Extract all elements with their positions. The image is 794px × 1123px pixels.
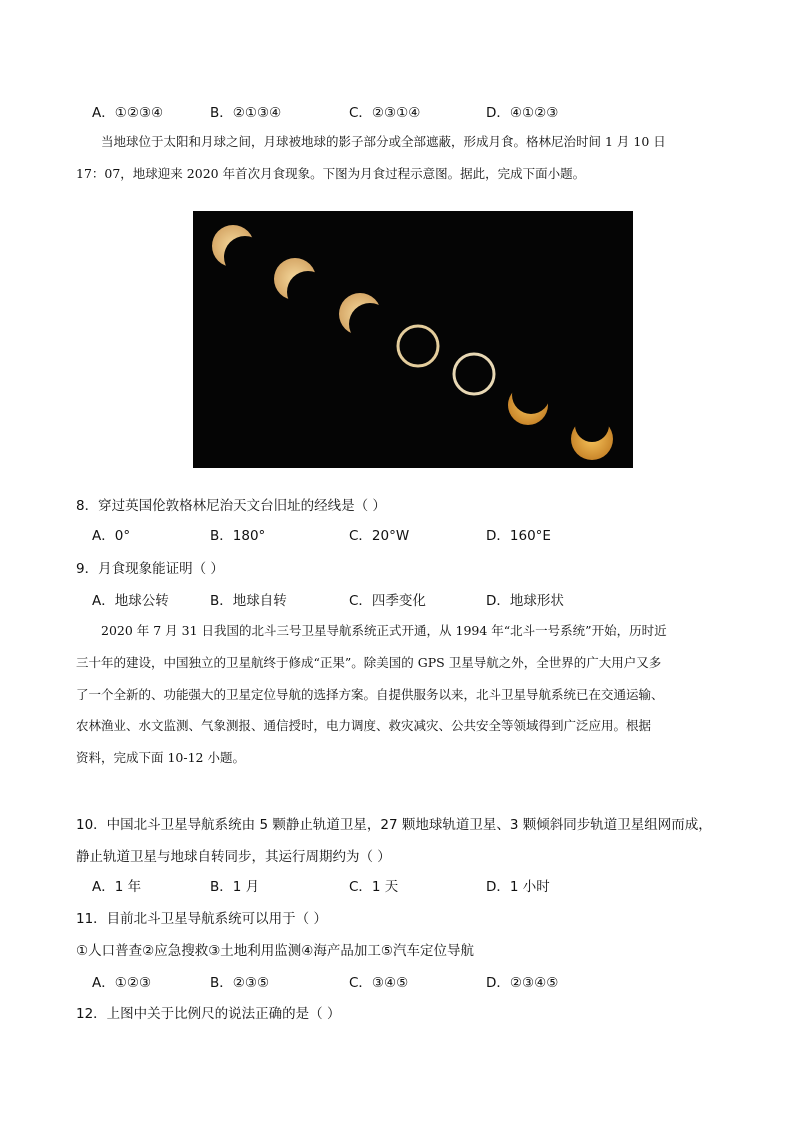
q10-option-d: D．1 小时 bbox=[486, 879, 550, 895]
lunar-eclipse-photo bbox=[193, 211, 633, 468]
question-11-stem: 11．目前北斗卫星导航系统可以用于（ ） bbox=[76, 911, 327, 927]
passage2-line1: 2020 年 7 月 31 日我国的北斗三号卫星导航系统正式开通，从 1994 年“北斗一号系统”开始，历时近 bbox=[101, 623, 667, 638]
option-c: C．②③①④ bbox=[349, 105, 421, 121]
options-row-prev bbox=[0, 101, 794, 121]
q8-option-d: D．160°E bbox=[486, 528, 551, 544]
question-9-stem: 9．月食现象能证明（ ） bbox=[76, 561, 224, 577]
question-10-stem-line2: 静止轨道卫星与地球自转同步，其运行周期约为（ ） bbox=[76, 849, 391, 865]
question-9-options bbox=[0, 589, 794, 609]
question-8-options bbox=[0, 524, 794, 544]
question-8-stem: 8．穿过英国伦敦格林尼治天文台旧址的经线是（ ） bbox=[76, 498, 386, 514]
question-10-stem-line1: 10．中国北斗卫星导航系统由 5 颗静止轨道卫星，27 颗地球轨道卫星、3 颗倾斜同步轨道卫星组网而成， bbox=[76, 817, 712, 833]
question-10-options bbox=[0, 875, 794, 895]
passage2-line2: 三十年的建设，中国独立的卫星航终于修成“正果”。除美国的 GPS 卫星导航之外，全世界的广大用户又多 bbox=[76, 655, 662, 670]
q8-option-a: A．0° bbox=[92, 528, 131, 544]
passage2-line3: 了一个全新的、功能强大的卫星定位导航的选择方案。自提供服务以来，北斗卫星导航系统已在交通运输、 bbox=[76, 687, 664, 702]
option-b: B．②①③④ bbox=[210, 105, 282, 121]
question-11-items: ①人口普查②应急搜救③土地利用监测④海产品加工⑤汽车定位导航 bbox=[76, 943, 475, 959]
eclipse-phase-1 bbox=[212, 225, 254, 267]
passage1-line1: 当地球位于太阳和月球之间，月球被地球的影子部分或全部遮蔽，形成月食。格林尼治时间 1 月 10 日 bbox=[101, 134, 666, 149]
option-a: A．①②③④ bbox=[92, 105, 164, 121]
q10-option-a: A．1 年 bbox=[92, 879, 142, 895]
q8-option-b: B．180° bbox=[210, 528, 266, 544]
eclipse-phase-7 bbox=[571, 418, 613, 460]
passage2-line5: 资料，完成下面 10-12 小题。 bbox=[76, 750, 245, 765]
lunar-eclipse-sequence bbox=[193, 211, 633, 468]
passage2-line4: 农林渔业、水文监测、气象测报、通信授时，电力调度、救灾减灾、公共安全等领域得到广泛应用。根据 bbox=[76, 718, 652, 733]
q8-option-c: C．20°W bbox=[349, 528, 410, 544]
q11-option-b: B．②③⑤ bbox=[210, 975, 270, 991]
q9-option-a: A．地球公转 bbox=[92, 593, 169, 609]
q11-option-c: C．③④⑤ bbox=[349, 975, 409, 991]
q9-option-b: B．地球自转 bbox=[210, 593, 287, 609]
q10-option-b: B．1 月 bbox=[210, 879, 260, 895]
option-d: D．④①②③ bbox=[486, 105, 559, 121]
q9-option-d: D．地球形状 bbox=[486, 593, 564, 609]
eclipse-phase-3 bbox=[339, 293, 381, 335]
q9-option-c: C．四季变化 bbox=[349, 593, 426, 609]
question-11-options bbox=[0, 971, 794, 991]
passage1-line2: 17：07，地球迎来 2020 年首次月食现象。下图为月食过程示意图。据此，完成下面小题。 bbox=[76, 166, 586, 181]
eclipse-phase-6 bbox=[508, 385, 548, 425]
eclipse-phase-5 bbox=[454, 354, 494, 394]
q11-option-a: A．①②③ bbox=[92, 975, 152, 991]
q10-option-c: C．1 天 bbox=[349, 879, 399, 895]
question-12-stem: 12．上图中关于比例尺的说法正确的是（ ） bbox=[76, 1006, 341, 1022]
q11-option-d: D．②③④⑤ bbox=[486, 975, 559, 991]
eclipse-phase-2 bbox=[274, 258, 316, 300]
eclipse-phase-4 bbox=[398, 326, 438, 366]
